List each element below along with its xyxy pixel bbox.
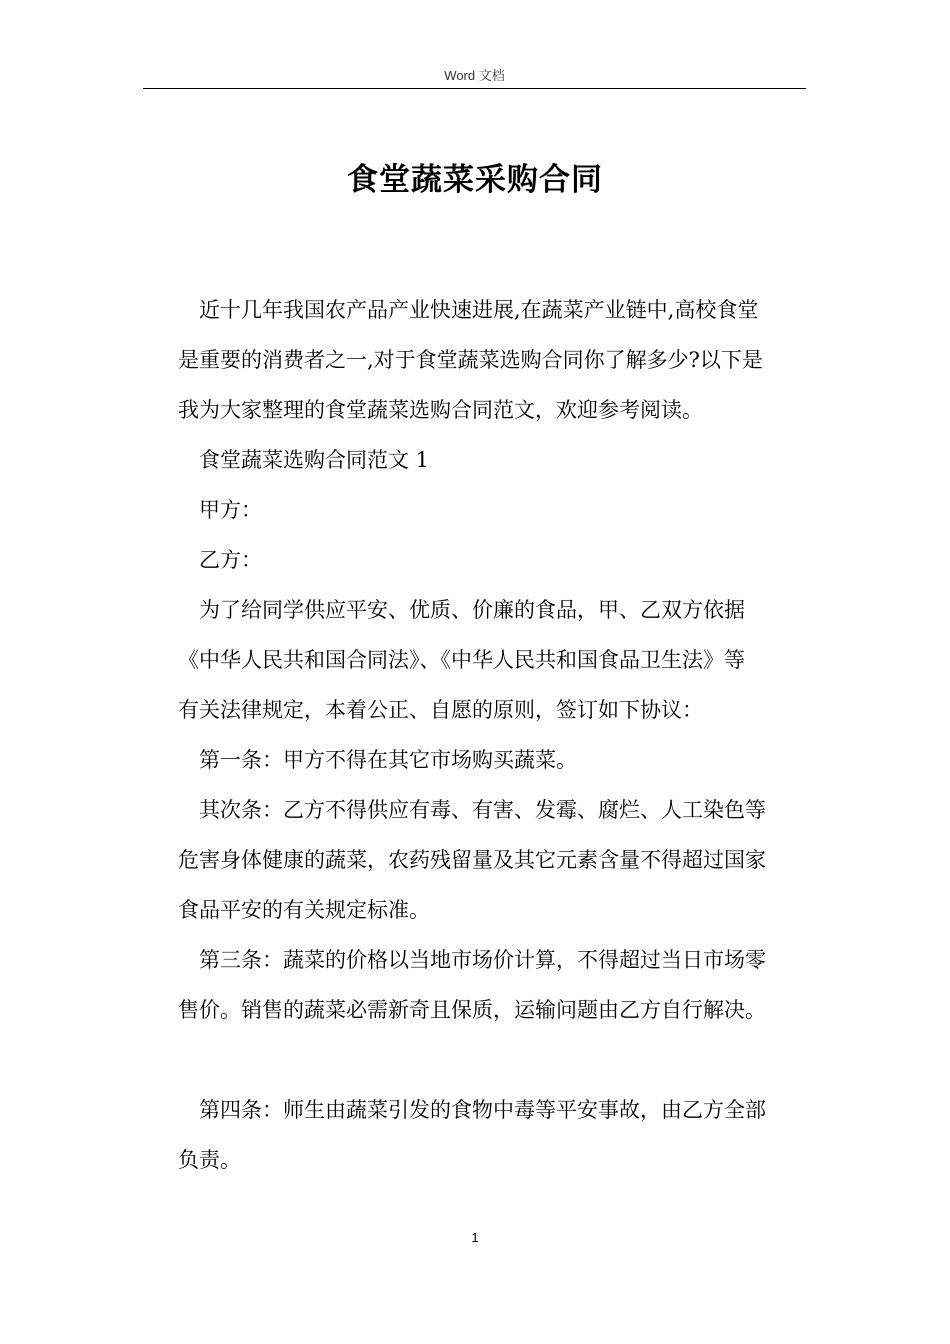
paragraph-article-3 bbox=[178, 935, 808, 1035]
paragraph-intro bbox=[178, 285, 808, 435]
text-line: 其次条：乙方不得供应有毒、有害、发霉、腐烂、人工染色等 bbox=[199, 798, 766, 822]
document-body bbox=[178, 285, 808, 1185]
page-number: 1 bbox=[471, 1230, 479, 1245]
text-line: 危害身体健康的蔬菜，农药残留量及其它元素含量不得超过国家 bbox=[178, 848, 766, 872]
text-line: 第一条：甲方不得在其它市场购买蔬菜。 bbox=[199, 748, 577, 772]
text-line: 甲方： bbox=[199, 498, 262, 522]
paragraph-party-b bbox=[178, 535, 808, 585]
paragraph-article-2 bbox=[178, 785, 808, 935]
blank-line bbox=[178, 1035, 808, 1085]
document-title: 食堂蔬菜采购合同 bbox=[347, 162, 603, 198]
text-line: 售价。销售的蔬菜必需新奇且保质，运输问题由乙方自行解决。 bbox=[178, 998, 766, 1022]
paragraph-party-a bbox=[178, 485, 808, 535]
text-line: 负责。 bbox=[178, 1148, 241, 1172]
page-header bbox=[143, 66, 806, 89]
text-line: 是重要的消费者之一,对于食堂蔬菜选购合同你了解多少?以下是 bbox=[178, 348, 763, 372]
text-line: 近十几年我国农产品产业快速进展,在蔬菜产业链中,高校食堂 bbox=[199, 298, 759, 322]
text-line: 食品平安的有关规定标准。 bbox=[178, 898, 430, 922]
paragraph-article-1 bbox=[178, 735, 808, 785]
text-line: 为了给同学供应平安、优质、价廉的食品，甲、乙双方依据 bbox=[199, 598, 745, 622]
paragraph-preamble bbox=[178, 585, 808, 735]
paragraph-article-4 bbox=[178, 1085, 808, 1185]
header-text: Word 文档 bbox=[444, 68, 505, 83]
text-line: 有关法律规定，本着公正、自愿的原则，签订如下协议： bbox=[178, 698, 703, 722]
text-line: 食堂蔬菜选购合同范文 1 bbox=[199, 448, 430, 472]
text-line: 乙方： bbox=[199, 548, 262, 572]
text-line: 我为大家整理的食堂蔬菜选购合同范文，欢迎参考阅读。 bbox=[178, 398, 703, 422]
text-line: 第三条：蔬菜的价格以当地市场价计算，不得超过当日市场零 bbox=[199, 948, 766, 972]
text-line: 第四条：师生由蔬菜引发的食物中毒等平安事故，由乙方全部 bbox=[199, 1098, 766, 1122]
text-line: 《中华人民共和国合同法》、《中华人民共和国食品卫生法》等 bbox=[178, 648, 745, 672]
paragraph-sample-heading bbox=[178, 435, 808, 485]
